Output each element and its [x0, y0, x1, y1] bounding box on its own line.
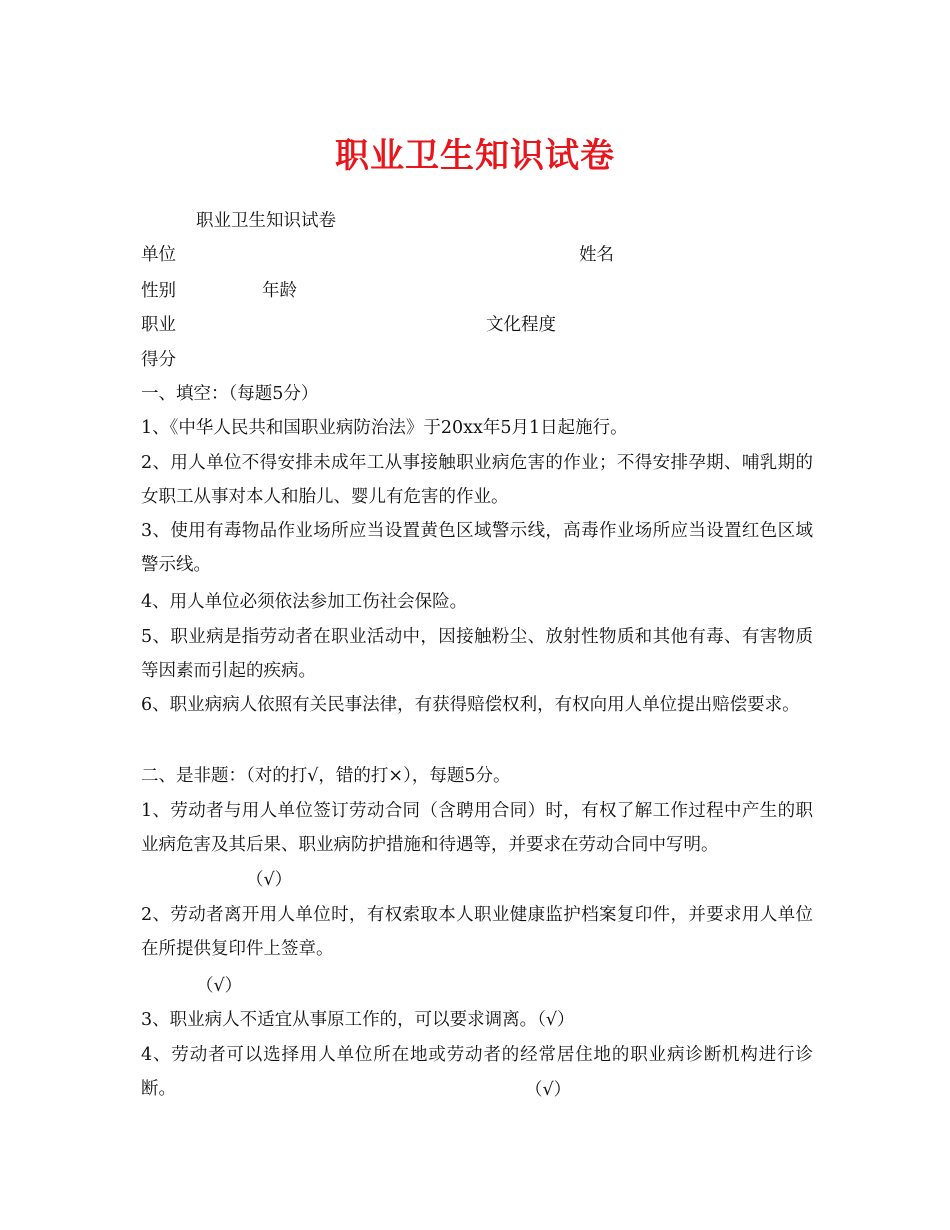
document-title: 职业卫生知识试卷	[335, 136, 615, 176]
judge-answer-1: （√）	[246, 870, 293, 890]
fill-question-6: 6、职业病病人依照有关民事法律，有获得赔偿权利，有权向用人单位提出赔偿要求。	[141, 695, 800, 715]
fill-question-3: 3、使用有毒物品作业场所应当设置黄色区域警示线，高毒作业场所应当设置红色区域警示线。	[141, 521, 813, 575]
judge-question-2: 2、劳动者离开用人单位时，有权索取本人职业健康监护档案复印件，并要求用人单位在所提供复印件上签章。	[141, 905, 813, 959]
judge-answer-2: （√）	[196, 976, 243, 996]
education-label: 文化程度	[486, 315, 556, 335]
fill-question-1: 1、《中华人民共和国职业病防治法》于20xx年5月1日起施行。	[141, 418, 628, 438]
age-label: 年龄	[262, 281, 297, 301]
fill-question-5: 5、职业病是指劳动者在职业活动中，因接触粉尘、放射性物质和其他有毒、有害物质等因素而引起的疾病。	[141, 627, 813, 681]
unit-label: 单位	[141, 245, 176, 265]
judge-answer-4: （√）	[525, 1080, 572, 1100]
score-label: 得分	[141, 350, 176, 370]
judge-question-1: 1、劳动者与用人单位签订劳动合同（含聘用合同）时，有权了解工作过程中产生的职业病危害及其后果、职业病防护措施和待遇等，并要求在劳动合同中写明。	[141, 801, 813, 855]
section2-heading: 二、是非题：（对的打√，错的打×），每题5分。	[141, 766, 511, 786]
judge-question-3: 3、职业病人不适宜从事原工作的，可以要求调离。（√）	[141, 1010, 575, 1030]
fill-question-4: 4、用人单位必须依法参加工伤社会保险。	[141, 592, 468, 612]
document-subtitle: 职业卫生知识试卷	[196, 211, 336, 231]
gender-label: 性别	[141, 281, 176, 301]
section1-heading: 一、填空：（每题5分）	[141, 384, 319, 404]
judge-question-4: 4、劳动者可以选择用人单位所在地或劳动者的经常居住地的职业病诊断机构进行诊断。	[141, 1045, 813, 1099]
fill-question-2: 2、用人单位不得安排未成年工从事接触职业病危害的作业；不得安排孕期、哺乳期的女职工从事对本人和胎儿、婴儿有危害的作业。	[141, 453, 813, 507]
name-label: 姓名	[579, 245, 614, 265]
occupation-label: 职业	[141, 315, 176, 335]
